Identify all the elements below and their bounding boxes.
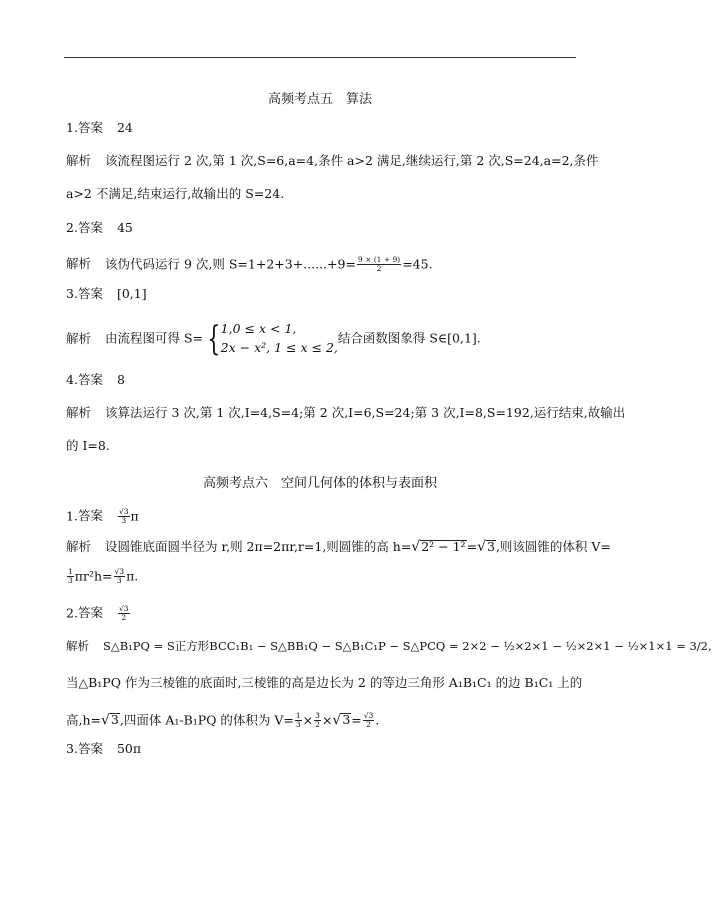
- answer-fraction: $\frac{√3}{2}$: [118, 604, 129, 623]
- section-title-6: 高频考点六 空间几何体的体积与表面积: [202, 476, 437, 491]
- analysis-label: 解析: [66, 539, 92, 554]
- radicand: 3: [110, 712, 119, 728]
- sqrt-symbol: √: [411, 539, 421, 555]
- analysis-text: 该伪代码运行 9 次,则 S=1+2+3+......+9=: [105, 256, 356, 272]
- analysis-text: 结合函数图象得 S∈[0,1].: [337, 330, 481, 346]
- analysis-text: =45.: [402, 256, 433, 272]
- answer-label: 答案: [77, 220, 103, 235]
- answer-label: 答案: [77, 508, 103, 524]
- answer-value: 24: [116, 120, 133, 135]
- analysis-text: πr²h=: [74, 568, 113, 584]
- analysis-text: 该算法运行 3 次,第 1 次,I=4,S=4;第 2 次,I=6,S=24;第 3 次,I=8,S=192,运行结束,故输出: [105, 405, 626, 420]
- analysis-text: S△B₁PQ = S正方形BCC₁B₁ − S△BB₁Q − S△B₁C₁P − S△PCQ = 2×2 − ½×2×1 − ½×2×1 − ½×1×1 = 3/2,: [103, 639, 712, 653]
- fraction: $\frac{3}{2}$: [315, 711, 320, 730]
- question-number: 3.: [66, 741, 78, 756]
- question-number: 1.: [66, 120, 78, 135]
- analysis-text: a>2 不满足,结束运行,故输出的 S=24.: [66, 186, 285, 201]
- question-number: 2.: [66, 605, 78, 621]
- answer-line-6-3: [66, 743, 141, 756]
- analysis-line: [66, 256, 433, 274]
- answer-line-3: [66, 288, 147, 301]
- answer-value: π: [130, 508, 139, 524]
- analysis-text: 该流程图运行 2 次,第 1 次,S=6,a=4,条件 a>2 满足,继续运行,第 2 次,S=24,a=2,条件: [105, 153, 599, 168]
- analysis-text: 由流程图可得 S=: [105, 330, 204, 346]
- analysis-line: [66, 407, 625, 420]
- answer-line-2: [66, 222, 133, 235]
- fraction: $\frac{1}{3}$: [295, 711, 301, 730]
- analysis-label: 解析: [66, 256, 92, 272]
- analysis-line: 高,h=√3,四面体 A₁-B₁PQ 的体积为 V= $\frac{1}{3}$ × $\frac{3}{2}$ ×√3= $\frac{√3}{2}$ .: [66, 711, 380, 730]
- header-rule: [64, 57, 576, 58]
- question-number: 3.: [66, 286, 78, 301]
- answer-line-4: [66, 374, 125, 387]
- analysis-line: [66, 440, 110, 453]
- analysis-text: ,四面体 A₁-B₁PQ 的体积为 V=: [119, 712, 294, 728]
- answer-value: 50π: [116, 741, 142, 756]
- answer-label: 答案: [77, 286, 103, 301]
- answer-value: 8: [116, 372, 125, 387]
- answer-fraction: $\frac{√3}{3}$: [118, 507, 129, 526]
- answer-label: 答案: [77, 741, 103, 756]
- analysis-line: [66, 188, 284, 201]
- analysis-line: [66, 320, 481, 358]
- fraction: $\frac{√3}{2}$: [363, 711, 374, 730]
- analysis-label: 解析: [66, 405, 92, 420]
- sqrt-symbol: √: [477, 539, 486, 555]
- section-title-5: 高频考点五 算法: [267, 92, 372, 107]
- analysis-line: [66, 155, 599, 168]
- brace-symbol: {: [207, 318, 221, 359]
- analysis-text: 当△B₁PQ 作为三棱锥的底面时,三棱锥的高是边长为 2 的等边三角形 A₁B₁C₁ 的边 B₁C₁ 上的: [66, 675, 583, 690]
- radicand: 2² − 1²: [421, 539, 466, 554]
- sqrt-symbol: √: [332, 712, 342, 729]
- fraction: $\frac{√3}{3}$: [114, 567, 125, 586]
- analysis-line: [66, 641, 712, 653]
- answer-line-1: [66, 122, 133, 135]
- analysis-label: 解析: [66, 639, 89, 653]
- analysis-text: ,则该圆锥的体积 V=: [495, 539, 611, 554]
- question-number: 4.: [66, 372, 78, 387]
- analysis-line: $\frac{1}{3}$ πr²h= $\frac{√3}{3}$ π.: [68, 567, 139, 586]
- piecewise-cases: 1,0 ≤ x < 1, 2x − x², 1 ≤ x ≤ 2,: [220, 321, 338, 355]
- question-number: 2.: [66, 220, 78, 235]
- analysis-label: 解析: [66, 330, 92, 346]
- analysis-text: 的 I=8.: [66, 438, 110, 453]
- answer-value: [0,1]: [116, 286, 147, 301]
- analysis-text: 高,h=: [66, 712, 101, 728]
- fraction: $\frac{1}{3}$: [68, 567, 73, 586]
- answer-line-6-1: [66, 508, 139, 526]
- analysis-label: 解析: [66, 153, 92, 168]
- answer-label: 答案: [77, 605, 103, 621]
- answer-line-6-2: [66, 605, 131, 623]
- answer-label: 答案: [77, 372, 103, 387]
- answer-value: 45: [116, 220, 133, 235]
- radicand: 3: [486, 539, 495, 554]
- answer-label: 答案: [77, 120, 103, 135]
- analysis-line: [66, 677, 582, 690]
- analysis-text: 设圆锥底面圆半径为 r,则 2π=2πr,r=1,则圆锥的高 h=: [105, 539, 412, 554]
- sqrt-symbol: √: [101, 712, 110, 729]
- question-number: 1.: [66, 508, 78, 524]
- fraction: $\frac{9 \times (1 + 9)}{2}$: [357, 255, 401, 274]
- analysis-line: 解析 设圆锥底面圆半径为 r,则 2π=2πr,r=1,则圆锥的高 h=√2² − 1²=√3,则该圆锥的体积 V=: [66, 539, 611, 555]
